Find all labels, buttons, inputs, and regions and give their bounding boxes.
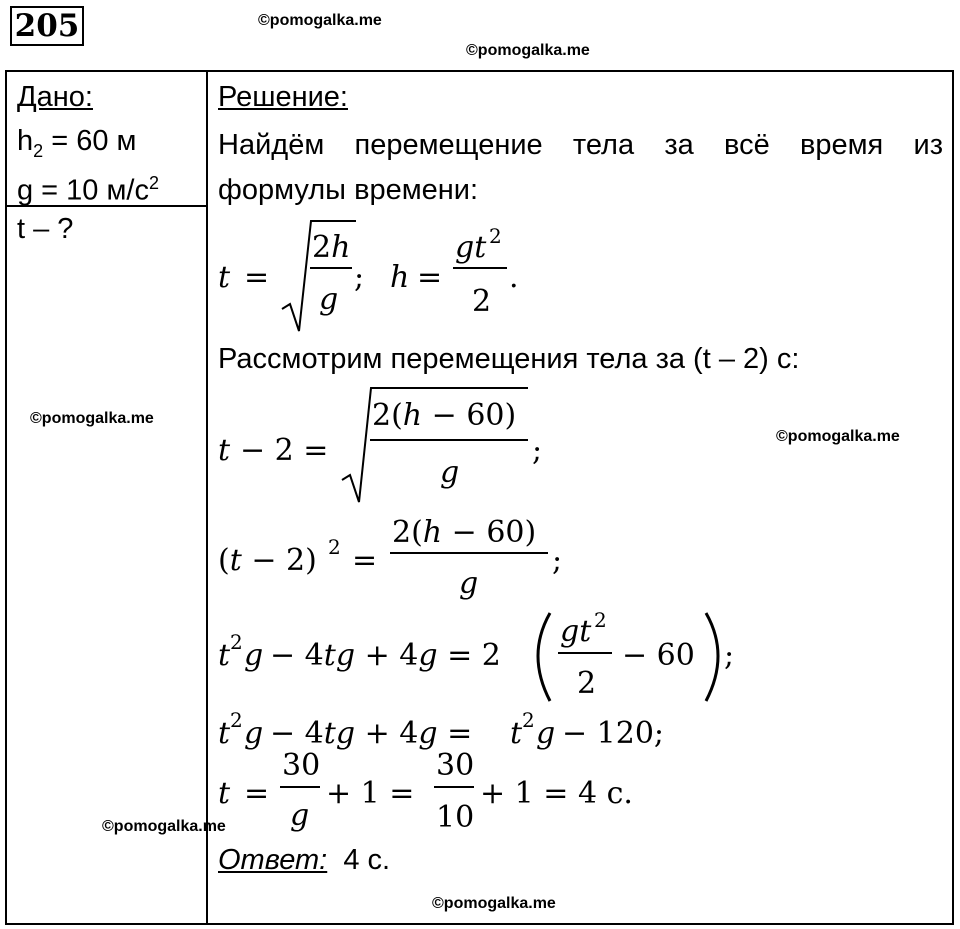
given-g: g = 10 $м/с^2$ (17, 173, 160, 207)
formula-3 (210, 508, 580, 608)
svg-text:2: 2 (472, 284, 492, 319)
svg-text:− 4tg + 4g =: − 4tg + 4g = (270, 716, 473, 751)
svg-text:gt: gt (455, 230, 487, 265)
svg-text:gt: gt (560, 614, 592, 649)
svg-text:=: = (244, 776, 270, 811)
svg-text:g: g (319, 282, 339, 317)
svg-text:− 60: − 60 (622, 638, 695, 673)
svg-text:2: 2 (489, 224, 502, 248)
svg-text:2: 2 (328, 535, 341, 559)
formula-4 (210, 603, 770, 708)
svg-text:g: g (536, 716, 556, 751)
answer-value: 4 с. (343, 844, 391, 876)
watermark: ©pomogalka.me (102, 818, 226, 835)
svg-text:2: 2 (230, 708, 243, 732)
svg-text:10: 10 (436, 800, 475, 835)
formula-6 (210, 745, 660, 840)
svg-text:(t − 2): (t − 2) (218, 543, 317, 578)
formula-1 (210, 205, 540, 340)
svg-text:2: 2 (522, 708, 535, 732)
svg-text:t: t (218, 260, 231, 295)
answer-label: Ответ: (218, 844, 328, 876)
column-divider (206, 70, 208, 925)
watermark: ©pomogalka.me (776, 428, 900, 445)
svg-text:g: g (290, 798, 310, 833)
svg-text:2(h − 60): 2(h − 60) (392, 515, 537, 550)
watermark: ©pomogalka.me (466, 42, 590, 59)
svg-text:g: g (440, 455, 460, 490)
svg-text:2(h − 60): 2(h − 60) (372, 398, 517, 433)
svg-text:2h: 2h (312, 230, 351, 265)
svg-text:.: . (509, 260, 519, 295)
svg-text:g: g (244, 716, 264, 751)
given-title: Дано: (17, 81, 93, 113)
svg-text:=: = (352, 543, 378, 578)
svg-text:t: t (218, 776, 231, 811)
solution-consider: Рассмотрим перемещения тела за (t – 2) с: (218, 343, 800, 375)
svg-text:t: t (218, 716, 231, 751)
svg-text:2: 2 (230, 630, 243, 654)
svg-text:t: t (218, 638, 231, 673)
given-h: $h_2 = 60$ м (17, 125, 137, 161)
svg-text:− 120;: − 120; (562, 716, 665, 751)
solution-title: Решение: (218, 81, 348, 113)
svg-text:=: = (417, 260, 443, 295)
svg-text:+ 1 = 4 с.: + 1 = 4 с. (480, 776, 633, 811)
svg-text:30: 30 (436, 748, 475, 783)
svg-text:;: ; (552, 543, 563, 578)
formula-2 (210, 380, 560, 510)
watermark: ©pomogalka.me (30, 410, 154, 427)
svg-text:− 4tg + 4g = 2: − 4tg + 4g = 2 (270, 638, 501, 673)
svg-text:+ 1 =: + 1 = (326, 776, 415, 811)
svg-text:=: = (244, 260, 270, 295)
svg-text:2: 2 (577, 666, 597, 701)
svg-text:h: h (390, 260, 410, 295)
svg-text:− 2 =: − 2 = (240, 433, 329, 468)
watermark: ©pomogalka.me (432, 895, 556, 912)
solution-intro: Найдём перемещение тела за всё время из формулы времени: (218, 129, 943, 206)
svg-text:30: 30 (282, 748, 321, 783)
find-t: t – ? (17, 213, 74, 245)
svg-text:t: t (510, 716, 523, 751)
svg-text:g: g (244, 638, 264, 673)
svg-text:g: g (459, 566, 479, 601)
svg-text:2: 2 (594, 608, 607, 632)
svg-text:;: ; (532, 433, 543, 468)
problem-number: 205 (10, 6, 84, 46)
svg-text:;: ; (724, 638, 735, 673)
svg-text:t: t (218, 433, 231, 468)
watermark: ©pomogalka.me (258, 12, 382, 29)
answer (218, 843, 390, 877)
svg-text:;: ; (354, 260, 365, 295)
